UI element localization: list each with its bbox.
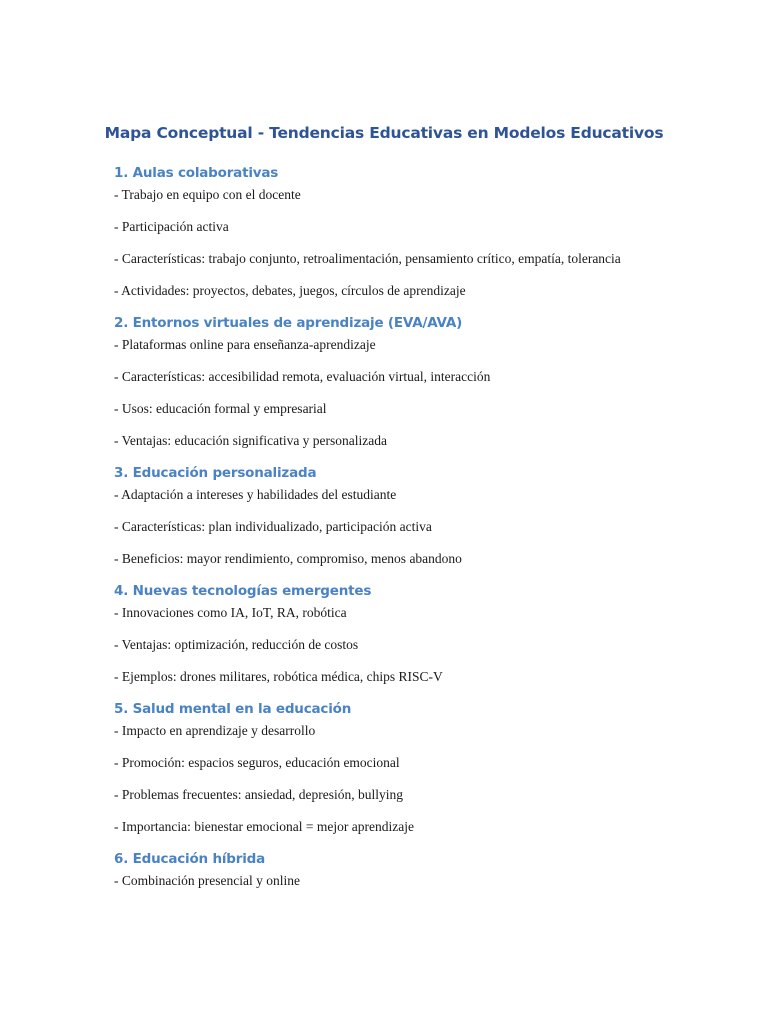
list-item: - Participación activa	[114, 219, 229, 234]
list-item: - Beneficios: mayor rendimiento, compromiso, menos abandono	[114, 551, 462, 566]
list-item: - Ejemplos: drones militares, robótica médica, chips RISC-V	[114, 669, 443, 684]
list-item: - Promoción: espacios seguros, educación emocional	[114, 755, 400, 770]
list-item: - Ventajas: educación significativa y personalizada	[114, 433, 388, 448]
list-item: - Innovaciones como IA, IoT, RA, robótica	[114, 605, 347, 620]
section-heading: 3. Educación personalizada	[114, 465, 317, 481]
list-item: - Actividades: proyectos, debates, juegos, círculos de aprendizaje	[114, 283, 466, 298]
section-entornos-virtuales	[114, 314, 634, 451]
document-title: Mapa Conceptual - Tendencias Educativas en Modelos Educativos	[104, 124, 664, 142]
section-educacion-hibrida	[114, 850, 634, 891]
list-item: - Características: plan individualizado, participación activa	[114, 519, 432, 534]
list-item: - Adaptación a intereses y habilidades del estudiante	[114, 487, 397, 502]
list-item: - Ventajas: optimización, reducción de costos	[114, 637, 359, 652]
section-salud-mental	[114, 700, 634, 837]
section-aulas-colaborativas	[114, 164, 634, 301]
section-heading: 2. Entornos virtuales de aprendizaje (EVA/AVA)	[114, 315, 463, 331]
list-item: - Trabajo en equipo con el docente	[114, 187, 301, 202]
document-body	[114, 164, 634, 904]
section-nuevas-tecnologias	[114, 582, 634, 687]
list-item: - Plataformas online para enseñanza-aprendizaje	[114, 337, 376, 352]
section-educacion-personalizada	[114, 464, 634, 569]
section-heading: 1. Aulas colaborativas	[114, 165, 279, 181]
section-heading: 4. Nuevas tecnologías emergentes	[114, 583, 372, 599]
list-item: - Características: trabajo conjunto, retroalimentación, pensamiento crítico, empatía, tolerancia	[114, 251, 621, 266]
section-heading: 5. Salud mental en la educación	[114, 701, 352, 717]
section-heading: 6. Educación híbrida	[114, 851, 266, 867]
list-item: - Usos: educación formal y empresarial	[114, 401, 327, 416]
list-item: - Combinación presencial y online	[114, 873, 300, 888]
list-item: - Importancia: bienestar emocional = mejor aprendizaje	[114, 819, 414, 834]
list-item: - Características: accesibilidad remota, evaluación virtual, interacción	[114, 369, 491, 384]
list-item: - Problemas frecuentes: ansiedad, depresión, bullying	[114, 787, 404, 802]
list-item: - Impacto en aprendizaje y desarrollo	[114, 723, 316, 738]
